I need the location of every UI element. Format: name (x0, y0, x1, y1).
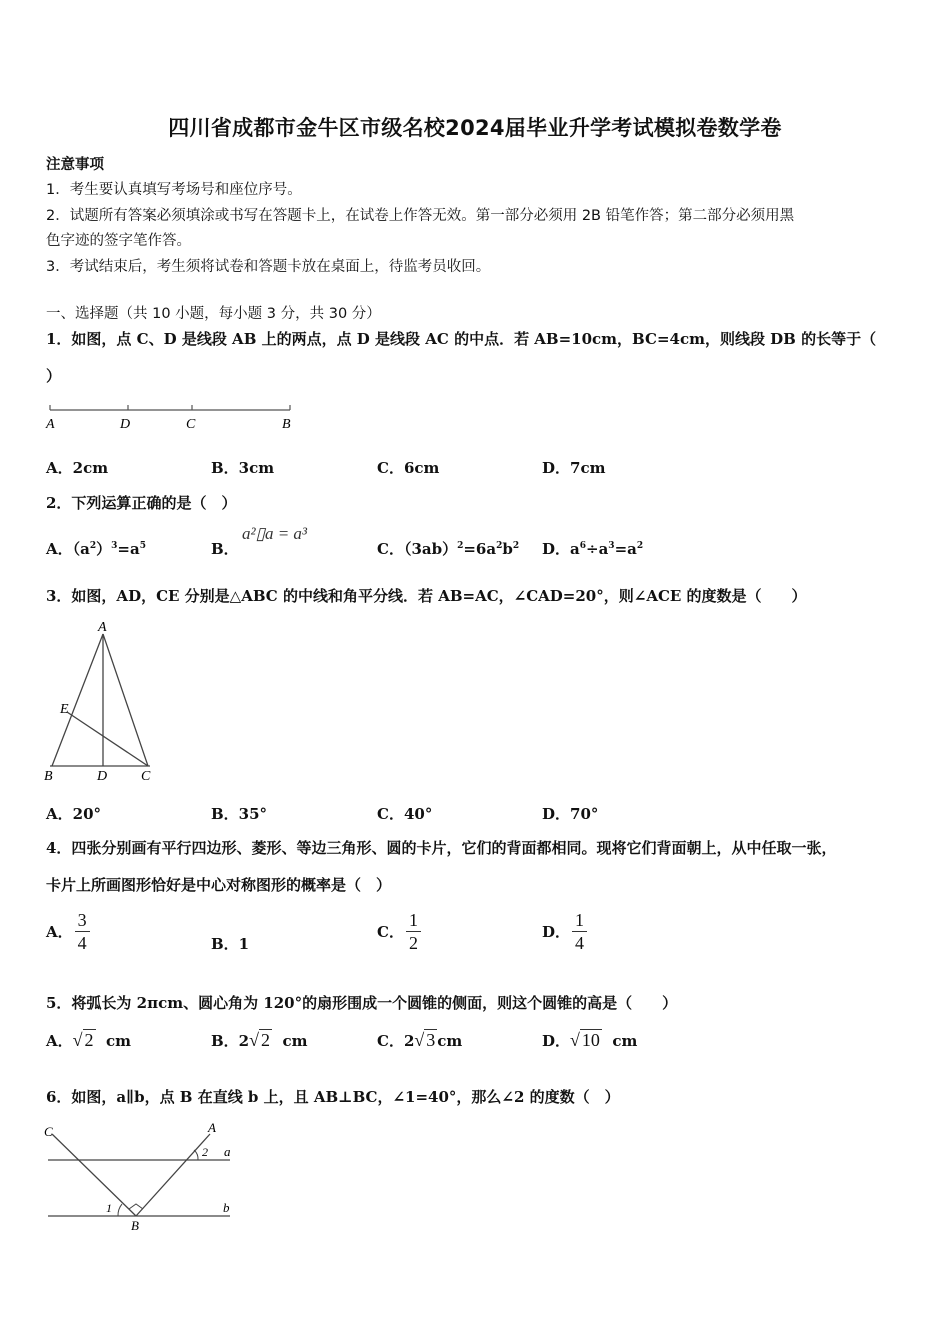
label-line-a: a (224, 1144, 231, 1159)
q3-option-d[interactable]: D．70° (542, 805, 599, 823)
notice-item-2: 2．试题所有答案必须填涂或书写在答题卡上，在试卷上作答无效。第一部分必须用 2B 铅笔作答；第二部分必须用黑 (46, 208, 795, 224)
q4-option-c[interactable]: C． $\frac{1}{2}$ (377, 909, 421, 954)
q3-option-a[interactable]: A．20° (46, 805, 102, 823)
notice-item-3: 3．考试结束后，考生须将试卷和答题卡放在桌面上，待监考员收回。 (46, 259, 491, 275)
q1-option-b[interactable]: B．3cm (211, 459, 275, 477)
label-c: C (186, 417, 196, 432)
sqrt: √ 2 (249, 1030, 271, 1050)
bisector-ce (67, 712, 148, 766)
q2-stem: 2．下列运算正确的是（ ） (46, 494, 237, 512)
notice-item-1: 1．考生要认真填写考场号和座位序号。 (46, 182, 302, 198)
q3-stem: 3．如图，AD，CE 分别是△ABC 的中线和角平分线．若 AB=AC，∠CAD=20°，则∠ACE 的度数是（ ） (46, 587, 807, 605)
label-d: D (120, 417, 131, 432)
angle-1-arc (118, 1204, 122, 1216)
label-b: B (44, 769, 53, 784)
right-angle-mark (129, 1204, 143, 1209)
q5-option-d[interactable]: D．√ 10 cm (542, 1030, 638, 1050)
label-d: D (97, 769, 108, 784)
q1-stem: 1．如图，点 C、D 是线段 AB 上的两点，点 D 是线段 AC 的中点．若 AB=10cm，BC=4cm，则线段 DB 的长等于（ (46, 330, 877, 348)
q6-stem: 6．如图，a∥b，点 B 在直线 b 上，且 AB⊥BC，∠1=40°，那么∠2 的度数（ ） (46, 1088, 620, 1106)
q3-figure (40, 616, 160, 786)
q3-option-b[interactable]: B．35° (211, 805, 268, 823)
notice-item-2-cont: 色字迹的签字笔作答。 (46, 233, 191, 249)
label-a: A (208, 1120, 216, 1135)
sqrt: √ 2 (72, 1030, 94, 1050)
label-c: C (44, 1124, 53, 1139)
label-angle-1: 1 (106, 1201, 112, 1215)
sqrt: √ 10 (570, 1030, 600, 1050)
q2-option-d[interactable]: D．$a^6\div a^3=a^2$ (542, 540, 644, 558)
label-line-b: b (223, 1200, 230, 1215)
label-a: A (98, 620, 107, 635)
page-title: 四川省成都市金牛区市级名校2024届毕业升学考试模拟卷数学卷 (168, 116, 782, 140)
label-b: B (131, 1218, 139, 1232)
q5-stem: 5．将弧长为 2πcm、圆心角为 120°的扇形围成一个圆锥的侧面，则这个圆锥的高是（ ） (46, 994, 678, 1012)
q1-option-d[interactable]: D．7cm (542, 459, 606, 477)
q4-option-d[interactable]: D． $\frac{1}{4}$ (542, 909, 587, 954)
q5-option-a[interactable]: A．√ 2 cm (46, 1030, 131, 1050)
q2-option-b[interactable]: B． (211, 540, 239, 558)
label-a: A (46, 417, 55, 432)
q4-stem: 4．四张分别画有平行四边形、菱形、等边三角形、圆的卡片，它们的背面都相同。现将它们背面朝上，从中任取一张， (46, 839, 837, 857)
q1-option-a[interactable]: A．2cm (46, 459, 109, 477)
q2-option-b-expression: a²▯a = a³ (242, 524, 308, 543)
q1-option-c[interactable]: C．6cm (377, 459, 440, 477)
side-ac (103, 634, 148, 766)
q2-option-a[interactable]: A．$(a^2)^3=a^5$ (46, 540, 146, 558)
q4-option-a[interactable]: A． $\frac{3}{4}$ (46, 909, 90, 954)
label-e: E (60, 702, 69, 717)
q5-option-b[interactable]: B．2√ 2 cm (211, 1030, 308, 1050)
q4-option-b[interactable]: B．1 (211, 935, 250, 953)
q1-figure (44, 398, 300, 434)
label-b: B (282, 417, 291, 432)
q4-stem-cont: 卡片上所画图形恰好是中心对称图形的概率是（ ） (46, 876, 392, 894)
fraction: $\frac{1}{2}$ (406, 909, 421, 954)
label-c: C (141, 769, 151, 784)
fraction: $\frac{1}{4}$ (572, 909, 587, 954)
label-angle-2: 2 (202, 1145, 208, 1159)
side-ab (52, 634, 103, 766)
notice-heading: 注意事项 (46, 157, 104, 173)
q2-option-c[interactable]: C．$(3ab)^2=6a^2b^2$ (377, 540, 520, 558)
q6-figure (40, 1120, 240, 1232)
segment-bc (52, 1134, 136, 1216)
fraction: $\frac{3}{4}$ (75, 909, 90, 954)
q5-option-c[interactable]: C．2√ 3 cm (377, 1030, 463, 1050)
q1-stem-cont: ） (46, 367, 62, 385)
segment-ab (136, 1134, 210, 1216)
sqrt: √ 3 (414, 1030, 436, 1050)
section-heading: 一、选择题（共 10 小题，每小题 3 分，共 30 分） (46, 306, 381, 322)
q3-option-c[interactable]: C．40° (377, 805, 433, 823)
